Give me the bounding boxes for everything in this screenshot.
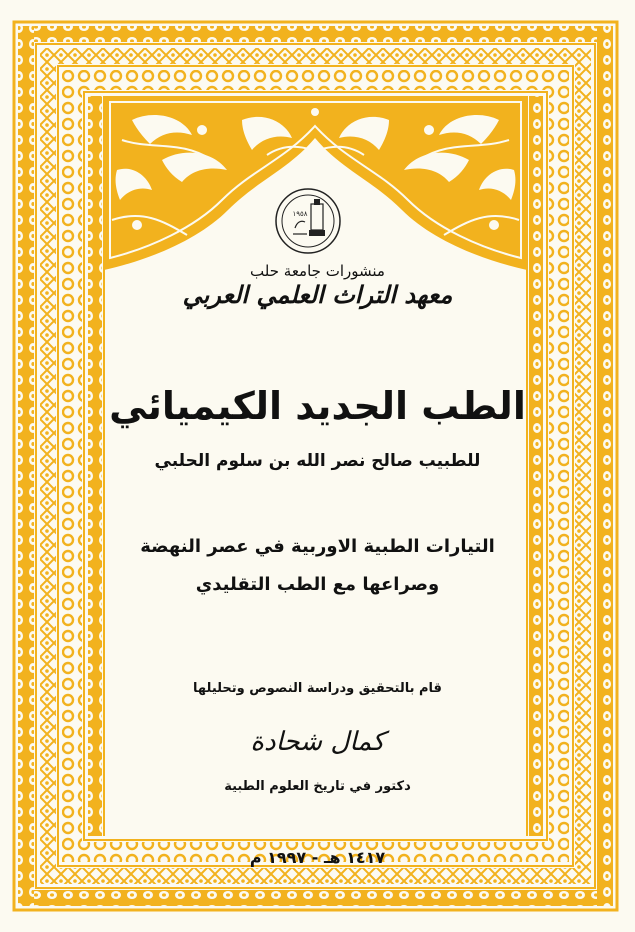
subtitle-line-2: وصراعها مع الطب التقليدي xyxy=(195,574,440,595)
university-seal-icon xyxy=(273,186,343,256)
subtitle-line-1: التيارات الطبية الاوربية في عصر النهضة xyxy=(140,536,495,557)
seal-year: ١٩٥٨ xyxy=(292,210,308,218)
publisher-block xyxy=(150,262,485,310)
editor-name: كمال شحادة xyxy=(250,727,385,757)
editor-title: دكتور في تاريخ العلوم الطبية xyxy=(224,779,411,794)
book-title: الطب الجديد الكيميائي xyxy=(109,384,526,428)
publication-date: ١٤١٧ هـ - ١٩٩٧ م xyxy=(249,848,386,867)
publisher-university: منشورات جامعة حلب xyxy=(250,262,385,280)
book-subtitle xyxy=(110,528,525,604)
publisher-institute: معهد التراث العلمي العربي xyxy=(182,281,453,309)
editor-note: قام بالتحقيق ودراسة النصوص وتحليلها xyxy=(193,681,442,696)
book-author: للطبيب صالح نصر الله بن سلوم الحلبي xyxy=(154,451,481,471)
university-seal xyxy=(273,186,343,256)
